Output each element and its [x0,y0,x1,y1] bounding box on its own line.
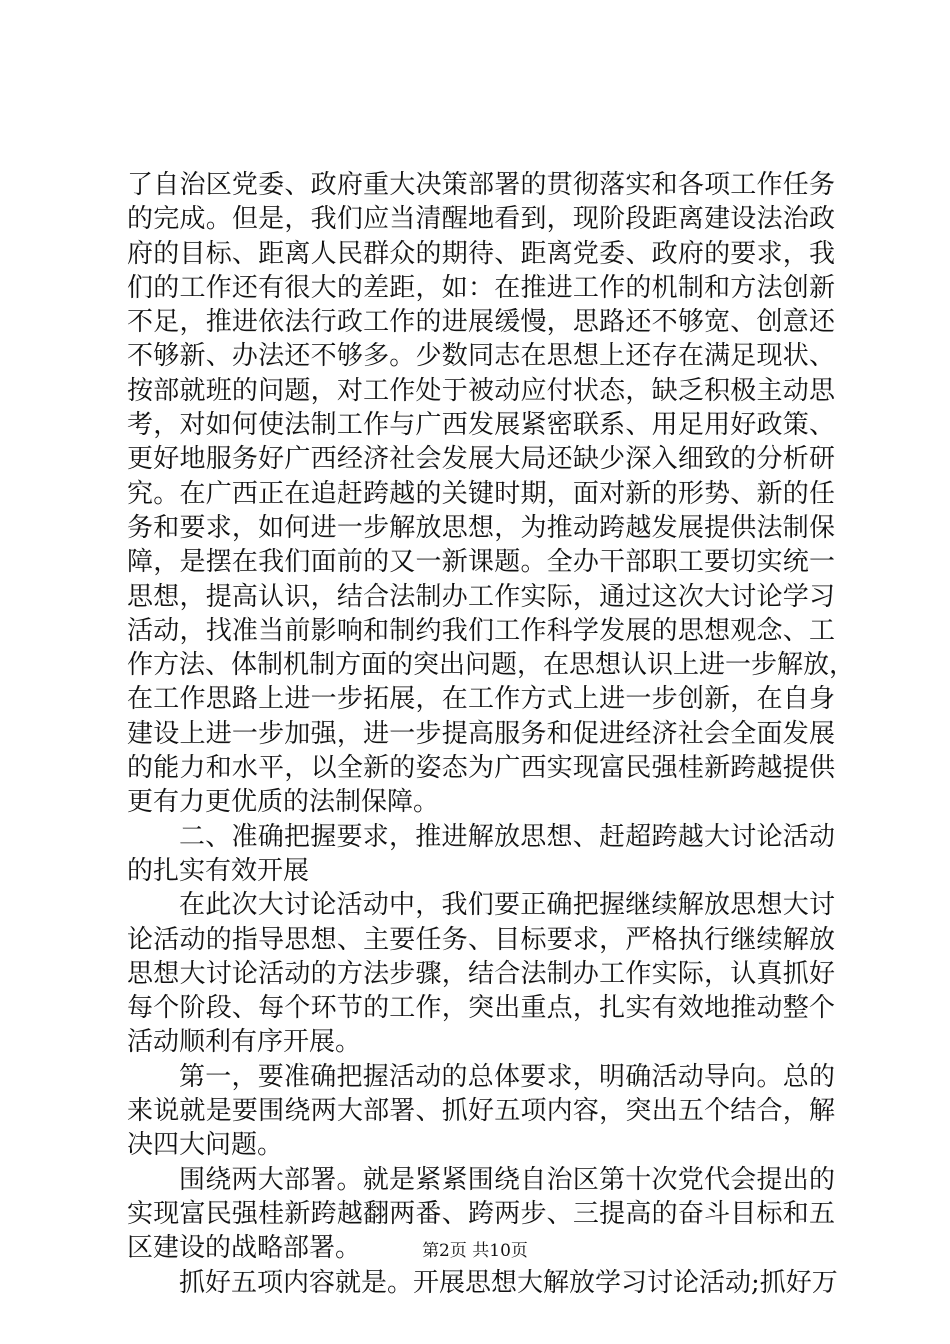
text-line: 实现富民强桂新跨越翻两番、跨两步、三提高的奋斗目标和五 [127,1198,835,1229]
text-line: 府的目标、距离人民群众的期待、距离党委、政府的要求，我 [127,238,835,269]
text-line: 们的工作还有很大的差距，如：在推进工作的机制和方法创新 [127,272,835,303]
text-line: 区建设的战略部署。 [127,1233,362,1264]
text-line: 更好地服务好广西经济社会发展大局还缺少深入细致的分析研 [127,444,835,475]
text-line: 思想，提高认识，结合法制办工作实际，通过这次大讨论学习 [127,581,835,612]
text-line: 不够新、办法还不够多。少数同志在思想上还存在满足现状、 [127,341,835,372]
text-line: 的完成。但是，我们应当清醒地看到，现阶段距离建设法治政 [127,204,835,235]
text-line: 活动，找准当前影响和制约我们工作科学发展的思想观念、工 [127,615,835,646]
text-line: 抓好五项内容就是。开展思想大解放学习讨论活动;抓好万 [179,1267,838,1298]
text-line: 每个阶段、每个环节的工作，突出重点，扎实有效地推动整个 [127,993,835,1024]
text-line: 建设上进一步加强，进一步提高服务和促进经济社会全面发展 [127,718,835,749]
document-body [127,168,856,1300]
text-line: 的能力和水平，以全新的姿态为广西实现富民强桂新跨越提供 [127,753,835,784]
text-line: 二、准确把握要求，推进解放思想、赶超跨越大讨论活动 [179,821,835,852]
text-line: 来说就是要围绕两大部署、抓好五项内容，突出五个结合，解 [127,1096,835,1127]
text-line: 务和要求，如何进一步解放思想，为推动跨越发展提供法制保 [127,512,835,543]
text-line: 的扎实有效开展 [127,855,310,886]
text-line: 作方法、体制机制方面的突出问题，在思想认识上进一步解放， [127,650,856,681]
page-footer: 第2页 共10页 [422,1241,528,1261]
text-line: 在此次大讨论活动中，我们要正确把握继续解放思想大讨 [179,890,835,921]
text-line: 究。在广西正在追赶跨越的关键时期，面对新的形势、新的任 [127,478,835,509]
text-line: 在工作思路上进一步拓展，在工作方式上进一步创新，在自身 [127,684,835,715]
text-line: 障，是摆在我们面前的又一新课题。全办干部职工要切实统一 [127,547,835,578]
text-line: 活动顺利有序开展。 [127,1027,362,1058]
text-line: 围绕两大部署。就是紧紧围绕自治区第十次党代会提出的 [179,1164,835,1195]
text-line: 更有力更优质的法制保障。 [127,787,440,818]
text-line: 第一，要准确把握活动的总体要求，明确活动导向。总的 [179,1061,835,1092]
text-line: 思想大讨论活动的方法步骤，结合法制办工作实际，认真抓好 [127,958,835,989]
text-line: 论活动的指导思想、主要任务、目标要求，严格执行继续解放 [127,924,835,955]
text-line: 考，对如何使法制工作与广西发展紧密联系、用足用好政策、 [127,410,835,441]
text-line: 了自治区党委、政府重大决策部署的贯彻落实和各项工作任务 [127,170,835,200]
text-line: 按部就班的问题，对工作处于被动应付状态，缺乏积极主动思 [127,375,835,406]
text-line: 决四大问题。 [127,1130,284,1161]
text-line: 不足，推进依法行政工作的进展缓慢，思路还不够宽、创意还 [127,307,835,338]
